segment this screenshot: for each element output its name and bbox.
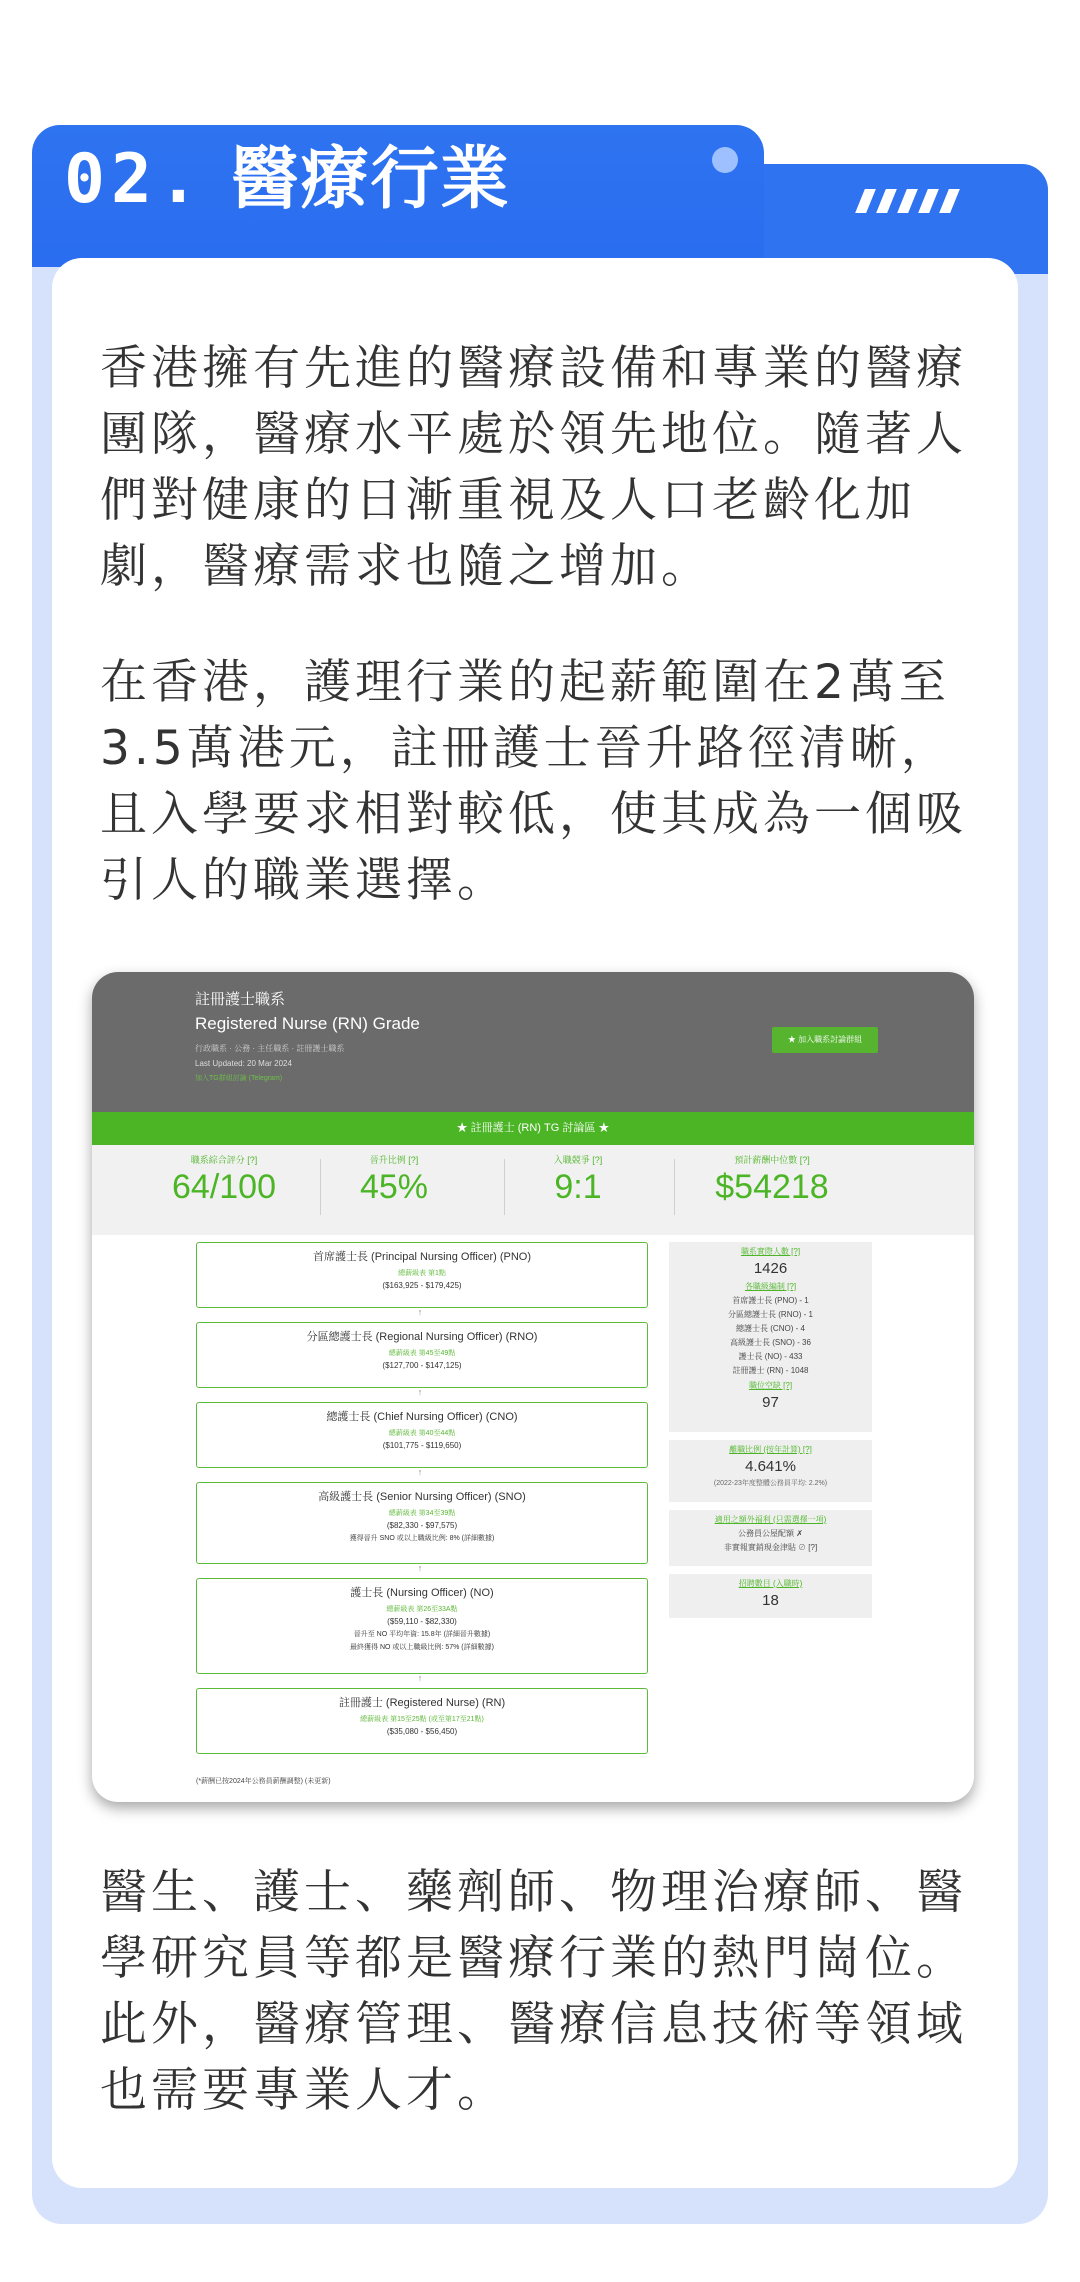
ladder-box-sno: [196, 1482, 648, 1564]
breakdown-row: 分區總護士長 (RNO) - 1: [728, 1310, 813, 1319]
stat-competition: [488, 1153, 668, 1207]
vacancy-value: 97: [762, 1394, 779, 1411]
ladder-box-pno: [196, 1242, 648, 1308]
roles-paragraph: 醫生、護士、藥劑師、物理治療師、醫學研究員等都是醫療行業的熱門崗位。此外，醫療管理、醫療信息技術等領域也需要專業人才。: [100, 1865, 967, 2118]
grade-title-zh: 註冊護士職系: [195, 991, 286, 1008]
stripes-decoration: [860, 189, 955, 219]
stat-label: 晉升比例 [?]: [369, 1155, 419, 1165]
staff-total: 1426: [753, 1260, 788, 1277]
arrow-up-icon: ↑: [417, 1563, 423, 1573]
tg-banner: ★ 註冊護士 (RN) TG 討論區 ★: [92, 1112, 974, 1145]
rank-title: 首席護士長 (Principal Nursing Officer) (PNO): [313, 1251, 531, 1263]
pay-point: 總薪級表 第40至44點: [388, 1430, 456, 1437]
breakdown-row: 首席護士長 (PNO) - 1: [732, 1296, 809, 1305]
arrow-up-icon: ↑: [417, 1307, 423, 1317]
ladder-box-no: [196, 1578, 648, 1674]
stat-value: $54218: [715, 1168, 829, 1206]
stat-label: 職系綜合評分 [?]: [190, 1155, 258, 1165]
promotion-note: 獲得晉升 SNO 或以上職級比例: 8% (詳細數據): [349, 1535, 495, 1542]
section-title: [64, 132, 511, 227]
stat-divider: [674, 1159, 675, 1215]
join-group-button: ★ 加入職系討論群組: [772, 1027, 878, 1053]
promotion-note: 晉升至 NO 平均年資: 15.8年 (詳細晉升數據): [353, 1631, 491, 1638]
benefit-panel: [669, 1510, 872, 1566]
header-dot-decoration: [712, 147, 738, 173]
breakdown-row: 註冊護士 (RN) - 1048: [732, 1366, 809, 1375]
stat-score: [134, 1153, 314, 1207]
wastage-panel: [669, 1440, 872, 1502]
stat-value: 9:1: [554, 1168, 602, 1206]
breakdown-label: 各職級編制 [?]: [744, 1282, 797, 1291]
breakdown-row: 護士長 (NO) - 433: [738, 1352, 803, 1361]
stat-salary: [682, 1153, 862, 1207]
recruit-value: 18: [762, 1592, 779, 1609]
intro-paragraph: 香港擁有先進的醫療設備和專業的醫療團隊，醫療水平處於領先地位。隨著人們對健康的日漸重視及人口老齡化加劇，醫療需求也隨之增加。: [100, 341, 967, 594]
rn-grade-screenshot: [92, 972, 974, 1802]
grade-title-en: Registered Nurse (RN) Grade: [195, 1014, 420, 1033]
vacancy-label: 職位空缺 [?]: [748, 1381, 793, 1390]
recruit-panel: [669, 1574, 872, 1618]
staff-panel: [669, 1242, 872, 1432]
salary-range: ($163,925 - $179,425): [382, 1281, 462, 1290]
rank-title: 註冊護士 (Registered Nurse) (RN): [338, 1697, 506, 1709]
screenshot-footnote: (*薪酬已按2024年公務員薪酬調整) (未更新): [196, 1778, 331, 1785]
ladder-box-rn: [196, 1688, 648, 1754]
wastage-value: 4.641%: [745, 1458, 796, 1475]
salary-range: ($82,330 - $97,575): [386, 1521, 458, 1530]
recruit-label: 招聘數目 (入職時): [738, 1579, 803, 1588]
staff-label: 職系實際人數 [?]: [740, 1247, 801, 1256]
stat-label: 入職競爭 [?]: [553, 1155, 603, 1165]
rank-title: 高級護士長 (Senior Nursing Officer) (SNO): [318, 1491, 526, 1503]
salary-paragraph: 在香港，護理行業的起薪範圍在2萬至3.5萬港元，註冊護士晉升路徑清晰，且入學要求相對較低，使其成為一個吸引人的職業選擇。: [100, 655, 967, 908]
salary-range: ($59,110 - $82,330): [387, 1617, 457, 1626]
wastage-label: 離職比例 (按年計算) [?]: [729, 1445, 812, 1454]
benefit-label: 適用之額外福利 (只需選擇一項): [714, 1515, 827, 1524]
ladder-box-cno: [196, 1402, 648, 1468]
rank-title: 護士長 (Nursing Officer) (NO): [350, 1587, 494, 1599]
last-updated: Last Updated: 20 Mar 2024: [195, 1059, 292, 1068]
ladder-box-rno: [196, 1322, 648, 1388]
stat-promotion: [304, 1153, 484, 1207]
arrow-up-icon: ↑: [417, 1467, 423, 1477]
screenshot-header: [92, 972, 974, 1112]
stat-label: 預計薪酬中位數 [?]: [734, 1155, 810, 1165]
salary-range: ($35,080 - $56,450): [386, 1727, 458, 1736]
breakdown-row: 高級護士長 (SNO) - 36: [730, 1338, 811, 1347]
stat-value: 64/100: [172, 1168, 276, 1206]
section-title-text: 醫療行業: [230, 140, 511, 219]
pay-point: 總薪級表 第26至33A點: [386, 1606, 458, 1613]
breadcrumb: 行政職系 · 公務 · 主任職系 · 註冊護士職系: [195, 1044, 345, 1053]
stats-bar: [92, 1145, 974, 1235]
pay-point: 總薪級表 第34至39點: [388, 1510, 456, 1517]
rank-title: 分區總護士長 (Regional Nursing Officer) (RNO): [306, 1331, 538, 1343]
section-number: 02.: [64, 140, 205, 219]
rank-title: 總護士長 (Chief Nursing Officer) (CNO): [326, 1411, 518, 1423]
pay-point: 總薪級表 第15至25點 (或至第17至21點): [360, 1716, 484, 1723]
benefit-row: 非實報實銷現金津貼 ⊘ [?]: [723, 1543, 818, 1552]
promotion-note-2: 最終獲得 NO 或以上職級比例: 57% (詳細數據): [350, 1644, 494, 1651]
breakdown-row: 總護士長 (CNO) - 4: [736, 1324, 805, 1333]
pay-point: 總薪級表 第45至49點: [388, 1350, 456, 1357]
telegram-link: 加入TG群組討論 (Telegram): [195, 1075, 283, 1082]
arrow-up-icon: ↑: [417, 1673, 423, 1683]
benefit-row: 公務員公屋配額 ✗: [738, 1529, 803, 1538]
salary-range: ($101,775 - $119,650): [382, 1441, 462, 1450]
stat-value: 45%: [359, 1168, 429, 1206]
wastage-note: (2022-23年度整體公務員平均: 2.2%): [713, 1480, 828, 1487]
arrow-up-icon: ↑: [417, 1387, 423, 1397]
pay-point: 總薪級表 第1點: [398, 1270, 446, 1277]
salary-range: ($127,700 - $147,125): [382, 1361, 462, 1370]
